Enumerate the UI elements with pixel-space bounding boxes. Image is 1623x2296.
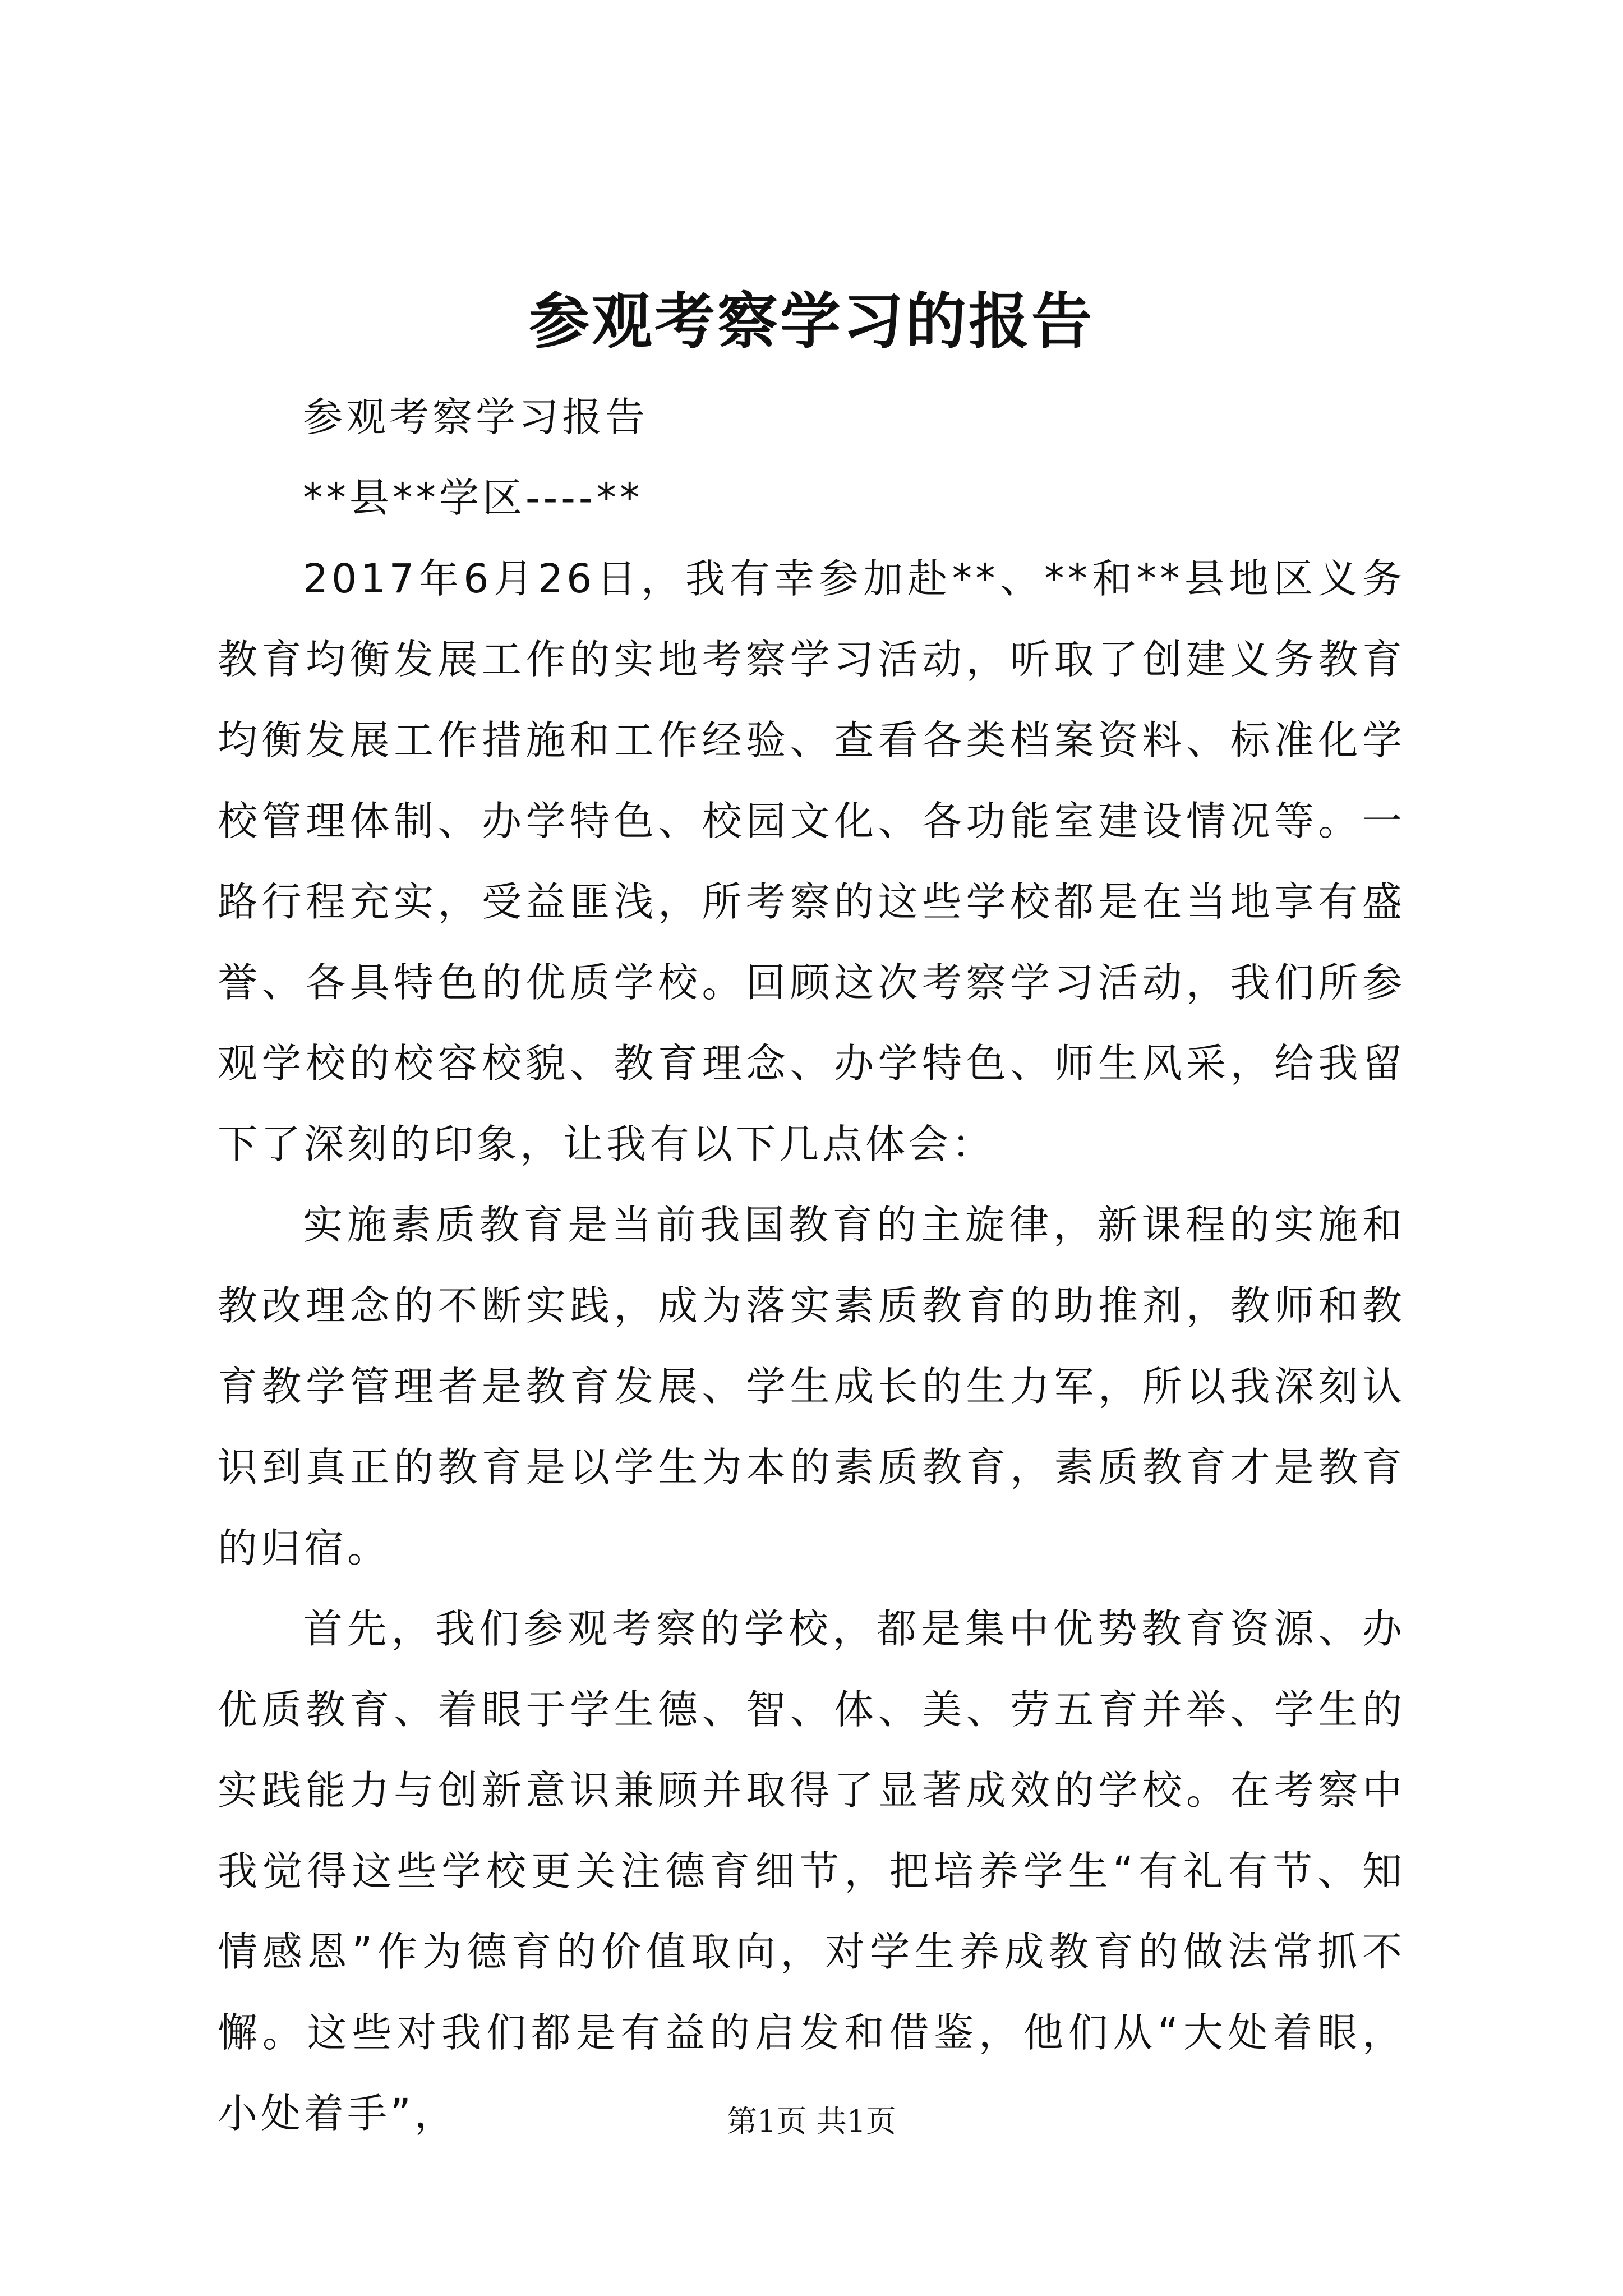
author-line: **县**学区----** <box>303 475 643 521</box>
paragraph-first-point: 首先，我们参观考察的学校，都是集中优势教育资源、办优质教育、着眼于学生德、智、体、美、劳五育并举、学生的实践能力与创新意识兼顾并取得了显著成效的学校。在考察中我觉得这些学校更关注德育细节，把培养学生“有礼有节、知情感恩”作为德育的价值取向，对学生养成教育的做法常抓不懈。这些对我们都是有益的启发和借鉴，他们从“大处着眼，小处着手”， <box>218 1605 1405 2137</box>
document-subtitle: 参观考察学习报告 <box>303 394 649 440</box>
document-body <box>218 377 1405 2154</box>
paragraph-intro: 2017年6月26日，我有幸参加赴**、**和**县地区义务教育均衡发展工作的实地考察学习活动，听取了创建义务教育均衡发展工作措施和工作经验、查看各类档案资料、标准化学校管理体制、办学特色、校园文化、各功能室建设情况等。一路行程充实，受益匪浅，所考察的这些学校都是在当地享有盛誉、各具特色的优质学校。回顾这次考察学习活动，我们所参观学校的校容校貌、教育理念、办学特色、师生风采，给我留下了深刻的印象，让我有以下几点体会： <box>218 555 1405 1167</box>
paragraph-quality-education: 实施素质教育是当前我国教育的主旋律，新课程的实施和教改理念的不断实践，成为落实素质教育的助推剂，教师和教育教学管理者是教育发展、学生成长的生力军，所以我深刻认识到真正的教育是以学生为本的素质教育，素质教育才是教育的归宿。 <box>218 1202 1405 1571</box>
document-title: 参观考察学习的报告 <box>528 286 1094 357</box>
page-number-footer: 第1页 共1页 <box>727 2104 896 2139</box>
